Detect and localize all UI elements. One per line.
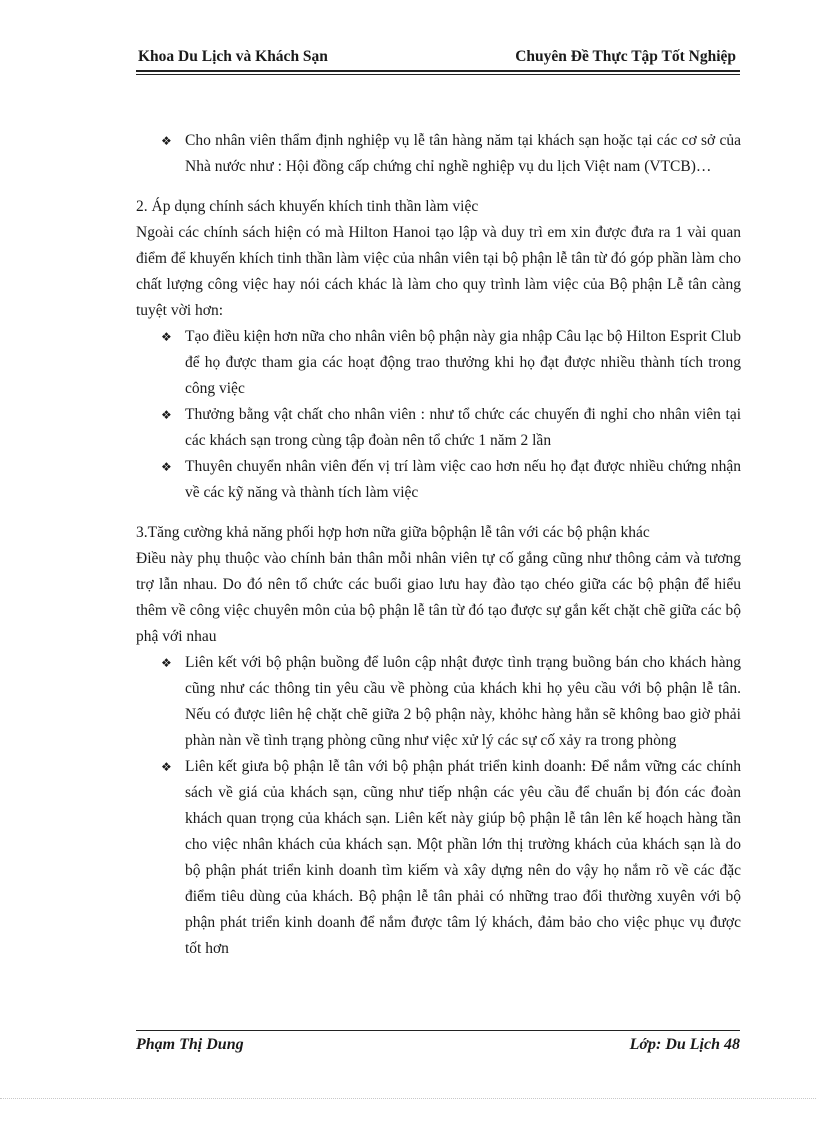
header-right-text: Chuyên Đề Thực Tập Tốt Nghiệp: [515, 48, 736, 65]
list-item: [161, 128, 741, 180]
bullet-text: Cho nhân viên thẩm định nghiệp vụ lễ tân hàng năm tại khách sạn hoặc tại các cơ sở của Nhà nước như : Hội đồng cấp chứng chỉ nghề nghiệp vụ du lịch Việt nam (VTCB)…: [185, 132, 741, 175]
header-left-text: Khoa Du Lịch và Khách Sạn: [138, 48, 328, 65]
bullet-text: Thưởng bằng vật chất cho nhân viên : như tổ chức các chuyến đi nghỉ cho nhân viên tại các khách sạn trong cùng tập đoàn nên tổ chức 1 năm 2 lần: [185, 406, 741, 449]
diamond-bullet-icon: ❖: [161, 760, 172, 774]
diamond-bullet-icon: ❖: [161, 460, 172, 474]
diamond-bullet-icon: ❖: [161, 656, 172, 670]
section-2-title: 2. Áp dụng chính sách khuyến khích tinh thần làm việc: [136, 198, 479, 215]
diamond-bullet-icon: ❖: [161, 330, 172, 344]
header-rule: [136, 70, 740, 75]
section-3-intro: Điều này phụ thuộc vào chính bản thân mỗi nhân viên tự cố gắng cũng như thông cảm và tương trợ lẫn nhau. Do đó nên tổ chức các buổi giao lưu hay đào tạo chéo giữa các bộ phận để hiểu thêm về công việc chuyên môn của bộ phận lễ tân từ đó tạo được sự gắn kết chặt chẽ giữa các bộ phậ với nhau: [136, 550, 741, 645]
diamond-bullet-icon: ❖: [161, 134, 172, 148]
section-2-intro: Ngoài các chính sách hiện có mà Hilton Hanoi tạo lập và duy trì em xin được đưa ra 1 vài quan điểm để khuyến khích tinh thần làm việc của nhân viên tại bộ phận lễ tân từ đó góp phần làm cho chất lượng công việc hay nói cách khác là làm cho quy trình làm việc của Bộ phận Lễ tân càng tuyệt vời hơn:: [136, 224, 741, 319]
list-item: [161, 754, 741, 962]
page-footer: [136, 1036, 740, 1060]
bullet-text: Liên kết với bộ phận buồng để luôn cập nhật được tình trạng buồng bán cho khách hàng cũng như các thông tin yêu cầu về phòng của khách khi họ yêu cầu với bộ phận lễ tân. Nếu có được liên hệ chặt chẽ giữa 2 bộ phận này, khỏhc hàng hẳn sẽ không bao giờ phải phàn nàn về tình trạng phòng cũng như việc xử lý các sự cố xảy ra trong phòng: [185, 654, 741, 749]
list-item: [161, 650, 741, 754]
bullet-text: Liên kết giưa bộ phận lễ tân với bộ phận phát triển kinh doanh: Để nắm vững các chính sách về giá của khách sạn, cũng như tiếp nhận các yêu cầu để chuẩn bị đón các đoàn khách quan trọng của khách sạn. Liên kết này giúp bộ phận lễ tân lên kế hoạch hàng tần cho việc nhân khách của khách sạn. Một phần lớn thị trường khách của khách sạn là do bộ phận phát triển kinh doanh tìm kiếm và xây dựng nên do vậy họ nắm rõ về các đặc điểm tiêu dùng của khách. Bộ phận lễ tân phải có những trao đổi thường xuyên với bộ phận phát triển kinh doanh để nắm được tâm lý khách, đảm bảo cho việc phục vụ được tốt hơn: [185, 758, 741, 957]
footer-rule: [136, 1030, 740, 1031]
section-3-title: 3.Tăng cường khả năng phối hợp hơn nữa giữa bộphận lễ tân với các bộ phận khác: [136, 524, 650, 541]
list-item: [161, 402, 741, 454]
document-body: [136, 128, 741, 962]
list-item: [161, 454, 741, 506]
bullet-text: Tạo điều kiện hơn nữa cho nhân viên bộ phận này gia nhập Câu lạc bộ Hilton Esprit Club để họ được tham gia các hoạt động trao thưởng khi họ đạt được nhiều thành tích trong công việc: [185, 328, 741, 397]
diamond-bullet-icon: ❖: [161, 408, 172, 422]
page-break-line: [0, 1098, 816, 1099]
footer-class: Lớp: Du Lịch 48: [629, 1036, 740, 1053]
list-item: [161, 324, 741, 402]
footer-author: Phạm Thị Dung: [136, 1036, 244, 1053]
page-header: [136, 48, 736, 72]
bullet-text: Thuyên chuyển nhân viên đến vị trí làm việc cao hơn nếu họ đạt được nhiều chứng nhận về các kỹ năng và thành tích làm việc: [185, 458, 741, 501]
